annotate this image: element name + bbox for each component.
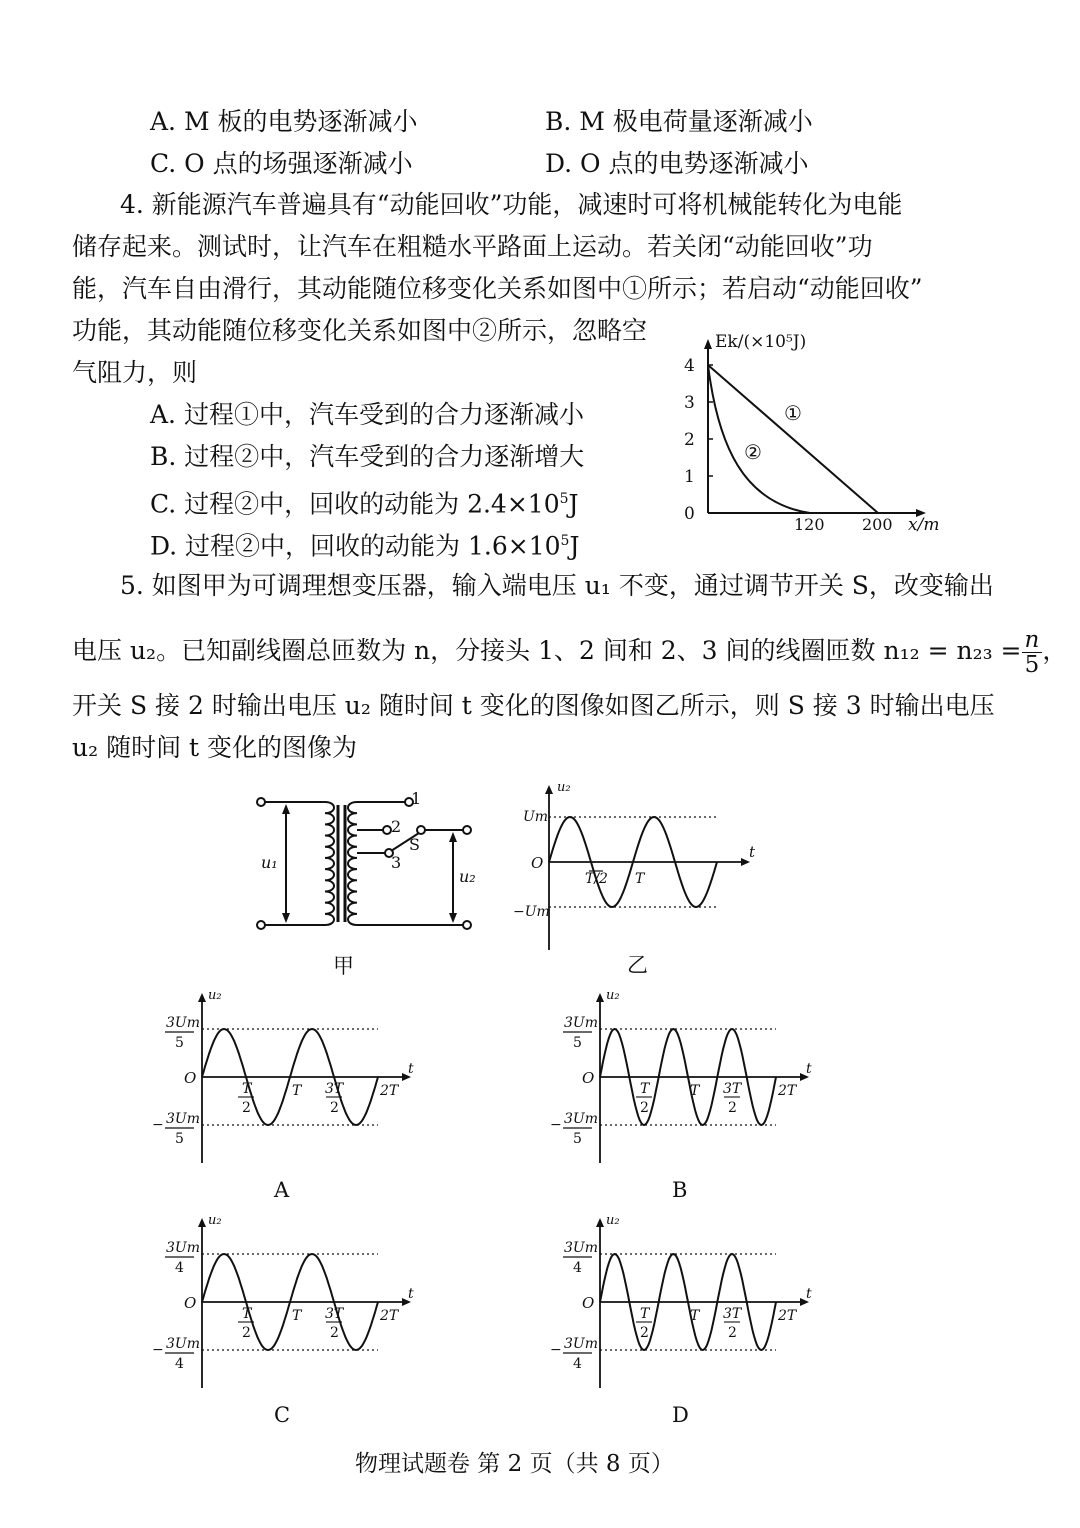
graph-origin: O: [582, 1069, 595, 1087]
yi-tick-T: T: [635, 871, 645, 887]
n-over-5-fraction: $\frac{n}{5}$: [1022, 628, 1043, 677]
u1-label: u₁: [261, 853, 278, 872]
amp-top-den: 4: [175, 1260, 184, 1276]
ek-ytick-3: 3: [684, 393, 695, 413]
q4-option-a: A. 过程①中，汽车受到的合力逐渐减小: [150, 400, 584, 429]
q5-line-2: 电压 u₂。已知副线圈总匝数为 n，分接头 1、2 间和 2、3 间的线圈匝数 n₁₂ = n₂₃ = $\frac{n}{5}$ ，: [72, 627, 1068, 678]
ek-y-label: Ek/(×10⁵J): [715, 332, 807, 352]
ek-ytick-4: 4: [684, 356, 695, 376]
tick-label: 2T: [778, 1083, 797, 1099]
tick-label-num: 3T: [723, 1306, 742, 1322]
amp-top-num: 3Um: [166, 1015, 200, 1031]
q4-option-d: D. 过程②中，回收的动能为 $1.6\times 10^5J$: [150, 531, 580, 561]
amp-top-den: 4: [573, 1260, 582, 1276]
ek-ytick-0: 0: [684, 504, 695, 524]
amp-bottom-num: 3Um: [166, 1111, 200, 1127]
amp-bottom-minus: −: [550, 1342, 562, 1358]
ek-x-graph: [670, 325, 950, 540]
graph-xlabel: t: [806, 1061, 812, 1077]
q4-option-c: C. 过程②中，回收的动能为 $2.4\times 10^5J$: [150, 489, 579, 519]
option-graph-c: [150, 1210, 425, 1430]
q3-option-c: C. O 点的场强逐渐减小: [150, 149, 413, 178]
tick-label: 2T: [380, 1308, 399, 1324]
curve-1-label: ①: [784, 401, 802, 425]
amp-top-num: 3Um: [564, 1015, 598, 1031]
amp-top-num: 3Um: [166, 1240, 200, 1256]
graph-xlabel: t: [806, 1286, 812, 1302]
tap-2-label: 2: [391, 817, 402, 836]
q5-line-3: 开关 S 接 2 时输出电压 u₂ 随时间 t 变化的图像如图乙所示，则 S 接 3 时输出电压: [72, 691, 995, 720]
option-graph-a: [150, 985, 425, 1205]
yi-ylabel: u₂: [557, 780, 571, 795]
ek-xtick-200: 200: [862, 515, 893, 534]
ek-xtick-120: 120: [794, 515, 825, 534]
amp-bottom-den: 4: [175, 1356, 184, 1372]
y-axis-arrow: [596, 993, 604, 1002]
tick-label-num: T: [640, 1306, 650, 1322]
tick-label: T: [292, 1308, 302, 1324]
amp-top-num: 3Um: [564, 1240, 598, 1256]
tick-label-num: T: [242, 1081, 252, 1097]
q4-line-5: 气阻力，则: [72, 358, 198, 387]
graph-origin: O: [184, 1294, 197, 1312]
q5-line-4: u₂ 随时间 t 变化的图像为: [72, 733, 358, 762]
amp-bottom-num: 3Um: [564, 1336, 598, 1352]
yi-ymin: −Um: [513, 904, 550, 920]
option-graph-d: [548, 1210, 823, 1430]
tick-label-den: 2: [330, 1100, 339, 1116]
caption-jia: 甲: [333, 954, 354, 978]
graph-xlabel: t: [408, 1286, 414, 1302]
tick-label: 2T: [778, 1308, 797, 1324]
transformer-diagram: [245, 780, 495, 990]
tick-label: T: [690, 1308, 700, 1324]
option-graph-b: [548, 985, 823, 1205]
ek-x-label: x/m: [908, 515, 940, 535]
option-caption: B: [672, 1178, 688, 1202]
option-caption: D: [672, 1403, 689, 1427]
yi-ymax: Um: [523, 809, 549, 825]
yi-xlabel: t: [749, 843, 756, 861]
tick-label: 2T: [380, 1083, 399, 1099]
caption-yi: 乙: [627, 953, 648, 977]
tick-label-num: 3T: [325, 1081, 344, 1097]
amp-bottom-den: 5: [175, 1131, 184, 1147]
q4-line-4: 功能，其动能随位移变化关系如图中②所示，忽略空: [72, 316, 648, 345]
primary-coil: [325, 802, 334, 925]
tap-3-label: 3: [391, 853, 402, 872]
amp-top-den: 5: [175, 1035, 184, 1051]
ek-curve-2: [708, 365, 810, 513]
page-footer: 物理试题卷 第 2 页（共 8 页）: [355, 1451, 674, 1477]
tick-label-num: 3T: [723, 1081, 742, 1097]
tick-label-num: 3T: [325, 1306, 344, 1322]
option-caption: C: [274, 1403, 291, 1427]
q3-option-b: B. M 极电荷量逐渐减小: [545, 107, 813, 136]
graph-xlabel: t: [408, 1061, 414, 1077]
tap-1-label: 1: [411, 789, 422, 808]
y-axis-arrow: [198, 1218, 206, 1227]
graph-ylabel: u₂: [606, 1213, 620, 1228]
ek-y-arrow: [704, 339, 712, 349]
tick-label-den: 2: [640, 1100, 649, 1116]
tick-label-den: 2: [242, 1325, 251, 1341]
amp-bottom-den: 4: [573, 1356, 582, 1372]
amp-bottom-minus: −: [550, 1117, 562, 1133]
yi-tick-half: T/2: [585, 871, 608, 887]
tick-label-den: 2: [242, 1100, 251, 1116]
amp-bottom-minus: −: [152, 1117, 164, 1133]
tick-label-num: T: [242, 1306, 252, 1322]
graph-ylabel: u₂: [208, 1213, 222, 1228]
q4-line-3: 能，汽车自由滑行，其动能随位移变化关系如图中①所示；若启动“动能回收”: [72, 274, 923, 303]
switch-s-label: S: [409, 835, 420, 854]
q4-line-1: 4. 新能源汽车普遍具有“动能回收”功能，减速时可将机械能转化为电能: [120, 190, 903, 219]
ek-curve-1: [708, 365, 878, 513]
tick-label: T: [690, 1083, 700, 1099]
amp-bottom-num: 3Um: [166, 1336, 200, 1352]
amp-bottom-minus: −: [152, 1342, 164, 1358]
q3-option-d: D. O 点的电势逐渐减小: [545, 149, 809, 178]
tick-label-den: 2: [640, 1325, 649, 1341]
q4-line-2: 储存起来。测试时，让汽车在粗糙水平路面上运动。若关闭“动能回收”功: [72, 232, 873, 261]
q5-line-1: 5. 如图甲为可调理想变压器，输入端电压 u₁ 不变，通过调节开关 S，改变输出: [120, 571, 994, 600]
u2-label: u₂: [459, 867, 476, 886]
amp-bottom-num: 3Um: [564, 1111, 598, 1127]
option-caption: A: [274, 1178, 290, 1202]
y-axis-arrow: [198, 993, 206, 1002]
graph-ylabel: u₂: [606, 988, 620, 1003]
amp-top-den: 5: [573, 1035, 582, 1051]
tick-label-den: 2: [728, 1325, 737, 1341]
ek-ytick-1: 1: [684, 467, 695, 487]
tick-label-den: 2: [330, 1325, 339, 1341]
tick-label-num: T: [640, 1081, 650, 1097]
yi-origin: O: [531, 854, 544, 872]
y-axis-arrow: [596, 1218, 604, 1227]
graph-origin: O: [582, 1294, 595, 1312]
graph-origin: O: [184, 1069, 197, 1087]
tick-label-den: 2: [728, 1100, 737, 1116]
q4-option-b: B. 过程②中，汽车受到的合力逐渐增大: [150, 442, 585, 471]
graph-yi: [505, 775, 770, 985]
amp-bottom-den: 5: [573, 1131, 582, 1147]
secondary-coil: [348, 802, 357, 925]
curve-2-label: ②: [744, 440, 762, 464]
ek-ytick-2: 2: [684, 430, 695, 450]
q3-option-a: A. M 板的电势逐渐减小: [150, 107, 418, 136]
graph-ylabel: u₂: [208, 988, 222, 1003]
tick-label: T: [292, 1083, 302, 1099]
